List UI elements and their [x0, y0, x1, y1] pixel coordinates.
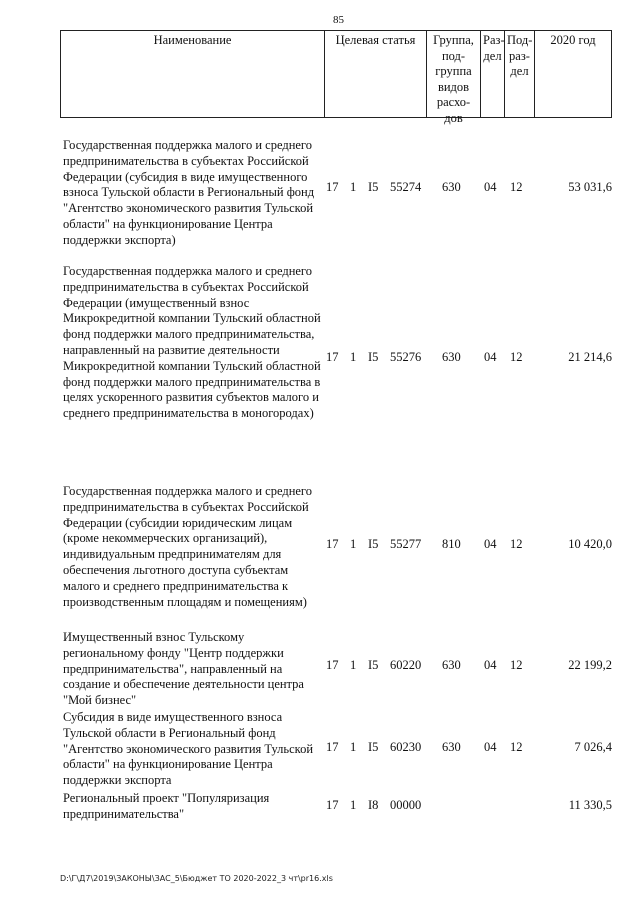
row-name: Имущественный взнос Тульскому региональному фонду "Центр поддержки предпринимательства", направленный на создание и обеспечение деятельности центра "Мой бизнес"	[63, 630, 304, 708]
header-subsection: Под-раз-дел	[504, 30, 534, 118]
row-target-3: I8	[368, 798, 379, 812]
row-target-3: I5	[368, 740, 379, 754]
row-name: Региональный проект "Популяризация предпринимательства"	[63, 791, 270, 821]
row-target-4: 00000	[390, 798, 422, 812]
row-amount: 22 199,2	[568, 658, 612, 672]
row-subsection: 12	[510, 350, 523, 364]
header-target: Целевая статья	[324, 30, 426, 118]
row-section: 04	[484, 537, 497, 551]
row-target-4: 55274	[390, 180, 422, 194]
row-group: 810	[442, 537, 461, 551]
header-section: Раз-дел	[480, 30, 504, 118]
row-group: 630	[442, 658, 461, 672]
row-name: Государственная поддержка малого и среднего предпринимательства в субъектах Российской Федерации (субсидии юридическим лицам (кроме некоммерческих организаций), индивидуальным предпринимателям для обеспечения льготного доступа субъектам малого и среднего предпринимательства к производственным площадям и помещениям)	[63, 484, 312, 609]
row-target-1: 17	[326, 740, 339, 754]
row-target-3: I5	[368, 537, 379, 551]
row-target-2: 1	[350, 658, 357, 672]
header-name: Наименование	[60, 30, 324, 118]
row-name: Государственная поддержка малого и среднего предпринимательства в субъектах Российской Федерации (имущественный взнос Микрокредитной компании Тульский областной фонд поддержки малого предпринимательства, направленный на развитие деятельности Микрокредитной компании Тульский областной фонд поддержки малого предпринимательства в целях ускоренного развития субъектов малого и среднего предпринимательства в моногородах)	[63, 264, 321, 421]
header-group: Группа, под-группа видов расхо-дов	[426, 30, 480, 118]
row-subsection: 12	[510, 180, 523, 194]
row-target-2: 1	[350, 798, 357, 812]
row-amount: 7 026,4	[574, 740, 612, 754]
row-subsection: 12	[510, 740, 523, 754]
row-target-3: I5	[368, 658, 379, 672]
row-target-3: I5	[368, 180, 379, 194]
row-section: 04	[484, 658, 497, 672]
row-target-2: 1	[350, 180, 357, 194]
row-target-4: 60220	[390, 658, 422, 672]
row-section: 04	[484, 350, 497, 364]
row-target-4: 60230	[390, 740, 422, 754]
header-year: 2020 год	[534, 30, 612, 118]
row-subsection: 12	[510, 658, 523, 672]
row-amount: 11 330,5	[568, 798, 612, 812]
row-target-1: 17	[326, 798, 339, 812]
file-path-footer: D:\Г\Д7\2019\ЗАКОНЫ\ЗАС_5\Бюджет ТО 2020-2022_3 чт\pr16.xls	[60, 874, 333, 883]
row-target-4: 55277	[390, 537, 422, 551]
row-amount: 53 031,6	[568, 180, 612, 194]
row-target-2: 1	[350, 350, 357, 364]
row-target-2: 1	[350, 537, 357, 551]
row-group: 630	[442, 740, 461, 754]
row-target-1: 17	[326, 350, 339, 364]
row-target-1: 17	[326, 180, 339, 194]
row-name: Субсидия в виде имущественного взноса Тульской области в Региональный фонд "Агентство экономического развития Тульской области" на функционирование Центра поддержки экспорта	[63, 710, 314, 788]
row-amount: 21 214,6	[568, 350, 612, 364]
page-number: 85	[333, 14, 344, 26]
row-section: 04	[484, 180, 497, 194]
row-target-1: 17	[326, 658, 339, 672]
row-target-4: 55276	[390, 350, 422, 364]
row-target-1: 17	[326, 537, 339, 551]
row-name: Государственная поддержка малого и среднего предпринимательства в субъектах Российской Федерации (субсидия в виде имущественного взноса Тульской области в Региональный фонд "Агентство экономического развития Тульской области" на функционирование Центра поддержки экспорта)	[63, 138, 315, 247]
row-subsection: 12	[510, 537, 523, 551]
row-group: 630	[442, 180, 461, 194]
row-target-2: 1	[350, 740, 357, 754]
row-group: 630	[442, 350, 461, 364]
row-target-3: I5	[368, 350, 379, 364]
row-amount: 10 420,0	[568, 537, 612, 551]
row-section: 04	[484, 740, 497, 754]
